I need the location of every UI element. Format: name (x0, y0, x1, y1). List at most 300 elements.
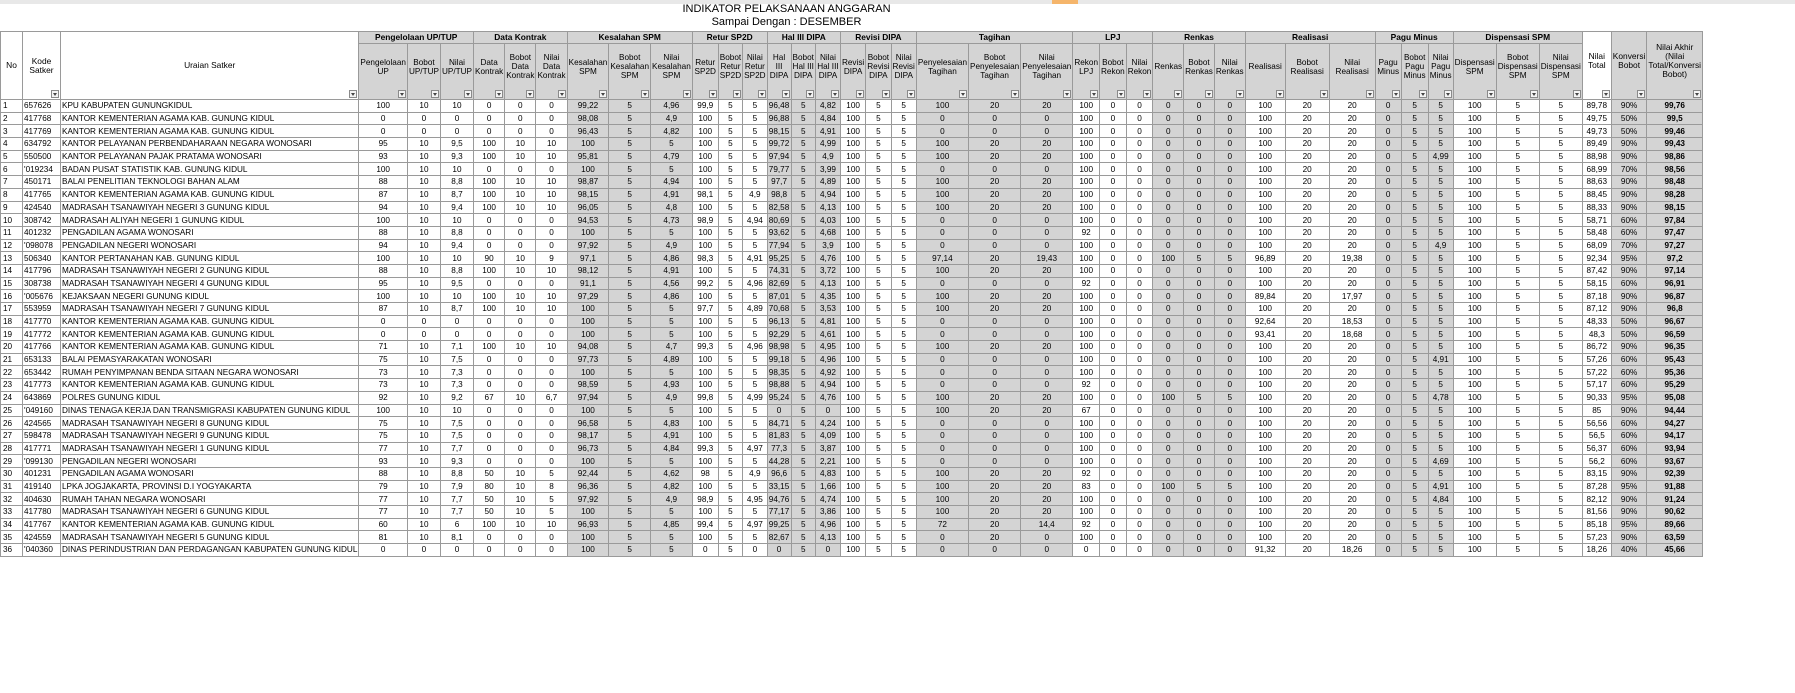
table-cell[interactable]: 0 (1375, 366, 1401, 379)
table-cell[interactable]: 98,08 (567, 112, 609, 125)
table-cell[interactable]: 0 (916, 328, 968, 341)
table-cell[interactable]: 0 (536, 455, 567, 468)
table-cell[interactable]: 0 (1153, 518, 1184, 531)
table-cell[interactable]: 70% (1611, 163, 1647, 176)
table-cell[interactable]: 100 (1073, 112, 1100, 125)
table-cell[interactable]: 5 (891, 544, 916, 557)
table-cell[interactable]: 0 (1126, 315, 1153, 328)
table-cell[interactable]: 20 (1329, 506, 1375, 519)
table-cell[interactable]: 100 (1453, 226, 1496, 239)
table-cell[interactable]: 0 (1375, 531, 1401, 544)
table-cell[interactable]: 0 (1214, 214, 1245, 227)
table-cell[interactable]: 5 (866, 188, 891, 201)
table-cell[interactable]: 0 (1126, 125, 1153, 138)
table-cell[interactable]: 100 (840, 506, 865, 519)
table-cell[interactable]: 20 (1329, 467, 1375, 480)
table-cell[interactable]: 4,94 (815, 379, 840, 392)
table-cell[interactable]: 417765 (23, 188, 61, 201)
column-header[interactable] (440, 44, 473, 100)
table-cell[interactable]: BADAN PUSAT STATISTIK KAB. GUNUNG KIDUL (61, 163, 359, 176)
table-cell[interactable]: 100 (567, 163, 609, 176)
table-cell[interactable]: 20 (1285, 100, 1329, 113)
table-cell[interactable]: 85 (1582, 404, 1611, 417)
table-cell[interactable]: 5 (609, 112, 651, 125)
table-cell[interactable]: 10 (536, 176, 567, 189)
filter-dropdown-icon[interactable] (349, 90, 357, 98)
table-cell[interactable]: 100 (692, 417, 718, 430)
table-cell[interactable]: 0 (815, 544, 840, 557)
table-cell[interactable]: 5 (1401, 201, 1428, 214)
table-cell[interactable]: 100 (840, 328, 865, 341)
table-cell[interactable]: 0 (1153, 467, 1184, 480)
table-cell[interactable]: 100 (916, 480, 968, 493)
table-cell[interactable]: 0 (505, 239, 536, 252)
table-cell[interactable]: 20 (969, 100, 1021, 113)
table-cell[interactable]: 0 (1100, 353, 1127, 366)
table-cell[interactable]: 10 (440, 404, 473, 417)
table-cell[interactable]: 5 (1496, 303, 1539, 316)
table-cell[interactable]: 653133 (23, 353, 61, 366)
table-cell[interactable]: 100 (692, 429, 718, 442)
table-cell[interactable]: 0 (1375, 493, 1401, 506)
filter-dropdown-icon[interactable] (758, 90, 766, 98)
table-cell[interactable]: 0 (1214, 290, 1245, 303)
table-cell[interactable]: 100 (1453, 252, 1496, 265)
table-cell[interactable]: 0 (1214, 467, 1245, 480)
table-cell[interactable]: 4,03 (815, 214, 840, 227)
table-cell[interactable]: 0 (1073, 544, 1100, 557)
filter-dropdown-icon[interactable] (683, 90, 691, 98)
table-cell[interactable]: 653442 (23, 366, 61, 379)
table-cell[interactable]: 5 (791, 138, 815, 151)
table-cell[interactable]: 5 (651, 531, 693, 544)
table-cell[interactable]: 0 (1184, 163, 1215, 176)
table-cell[interactable]: 0 (440, 328, 473, 341)
table-cell[interactable]: 5 (1539, 328, 1582, 341)
table-cell[interactable]: 100 (1453, 239, 1496, 252)
table-cell[interactable]: 95 (359, 277, 408, 290)
table-cell[interactable]: 5 (743, 150, 767, 163)
table-cell[interactable]: 5 (866, 391, 891, 404)
table-cell[interactable]: 5 (743, 100, 767, 113)
table-cell[interactable]: 77 (359, 493, 408, 506)
table-cell[interactable]: 0 (1126, 188, 1153, 201)
table-cell[interactable]: 5 (1539, 252, 1582, 265)
table-cell[interactable]: 0 (1153, 379, 1184, 392)
table-cell[interactable]: 0 (692, 544, 718, 557)
table-cell[interactable]: MADRASAH TSANAWIYAH NEGERI 8 GUNUNG KIDUL (61, 417, 359, 430)
table-cell[interactable]: 5 (609, 201, 651, 214)
table-cell[interactable]: 5 (1401, 277, 1428, 290)
table-cell[interactable]: 10 (536, 264, 567, 277)
table-cell[interactable]: 86,72 (1582, 341, 1611, 354)
table-cell[interactable]: 97,14 (916, 252, 968, 265)
table-cell[interactable]: 100 (916, 493, 968, 506)
table-cell[interactable]: 3,72 (815, 264, 840, 277)
table-cell[interactable]: 5 (866, 100, 891, 113)
table-cell[interactable]: KANTOR KEMENTERIAN AGAMA KAB. GUNUNG KIDUL (61, 315, 359, 328)
table-cell[interactable]: 10 (536, 150, 567, 163)
table-cell[interactable]: 100 (692, 315, 718, 328)
table-cell[interactable]: 0 (1375, 112, 1401, 125)
table-cell[interactable]: 0 (1375, 138, 1401, 151)
table-cell[interactable]: 5 (791, 150, 815, 163)
column-header[interactable] (1126, 44, 1153, 100)
table-cell[interactable]: 5 (791, 544, 815, 557)
table-cell[interactable]: 5 (891, 341, 916, 354)
table-cell[interactable]: 5 (1401, 239, 1428, 252)
table-cell[interactable]: 96,93 (567, 518, 609, 531)
table-cell[interactable]: 98,15 (567, 188, 609, 201)
table-cell[interactable]: 5 (718, 290, 742, 303)
table-cell[interactable]: 10 (407, 341, 440, 354)
table-cell[interactable]: 3,9 (815, 239, 840, 252)
table-cell[interactable]: 20 (1285, 226, 1329, 239)
header-nilai-total[interactable]: Nilai Total (1582, 32, 1611, 100)
column-header[interactable] (767, 44, 791, 100)
table-cell[interactable]: 0 (1375, 480, 1401, 493)
table-cell[interactable]: KANTOR KEMENTERIAN AGAMA KAB. GUNUNG KIDUL (61, 379, 359, 392)
table-cell[interactable]: 5 (718, 544, 742, 557)
table-cell[interactable]: 0 (1153, 201, 1184, 214)
table-cell[interactable]: 82,12 (1582, 493, 1611, 506)
table-cell[interactable]: 10 (407, 264, 440, 277)
table-cell[interactable]: 20 (1285, 290, 1329, 303)
table-cell[interactable]: 100 (1453, 176, 1496, 189)
header-uraian-satker[interactable]: Uraian Satker (61, 32, 359, 100)
table-cell[interactable]: 96,35 (1647, 341, 1703, 354)
table-cell[interactable]: 100 (1245, 442, 1285, 455)
table-cell[interactable]: 20 (969, 341, 1021, 354)
table-cell[interactable]: 60% (1611, 442, 1647, 455)
table-cell[interactable]: 0 (1100, 112, 1127, 125)
table-cell[interactable]: 5 (1496, 214, 1539, 227)
table-cell[interactable]: 5 (1184, 252, 1215, 265)
table-cell[interactable]: 4,9 (815, 150, 840, 163)
table-cell[interactable]: KANTOR PELAYANAN PAJAK PRATAMA WONOSARI (61, 150, 359, 163)
table-cell[interactable]: 10 (505, 290, 536, 303)
table-cell[interactable]: 97,94 (567, 391, 609, 404)
table-cell[interactable]: 0 (1375, 506, 1401, 519)
table-cell[interactable]: 5 (891, 379, 916, 392)
table-cell[interactable]: 20 (1329, 353, 1375, 366)
table-cell[interactable]: 5 (743, 366, 767, 379)
table-cell[interactable]: 98,9 (692, 214, 718, 227)
table-cell[interactable]: 5 (866, 429, 891, 442)
table-cell[interactable]: 5 (718, 100, 742, 113)
table-cell[interactable]: 20 (1285, 112, 1329, 125)
table-cell[interactable]: 58,71 (1582, 214, 1611, 227)
table-cell[interactable]: 0 (1184, 531, 1215, 544)
table-cell[interactable]: 94 (359, 239, 408, 252)
table-cell[interactable]: 100 (1245, 391, 1285, 404)
table-cell[interactable]: 1 (1, 100, 23, 113)
table-cell[interactable]: 0 (1184, 353, 1215, 366)
table-cell[interactable]: 60% (1611, 366, 1647, 379)
table-cell[interactable]: 20 (1285, 429, 1329, 442)
table-cell[interactable]: 20 (1329, 455, 1375, 468)
table-cell[interactable]: 5 (1539, 239, 1582, 252)
table-cell[interactable]: 93,62 (768, 228, 790, 238)
table-cell[interactable]: 5 (743, 226, 767, 239)
table-cell[interactable]: 0 (505, 125, 536, 138)
table-cell[interactable]: 8,8 (440, 467, 473, 480)
table-cell[interactable]: 100 (1245, 455, 1285, 468)
table-cell[interactable]: KANTOR PERTANAHAN KAB. GUNUNG KIDUL (61, 252, 359, 265)
table-cell[interactable]: 100 (840, 226, 865, 239)
table-cell[interactable]: 5 (718, 252, 742, 265)
table-cell[interactable]: 20 (1329, 493, 1375, 506)
table-cell[interactable]: 5 (718, 467, 742, 480)
table-cell[interactable]: 2 (1, 112, 23, 125)
table-cell[interactable]: 5 (1496, 188, 1539, 201)
table-cell[interactable]: 100 (840, 100, 865, 113)
column-header[interactable] (692, 44, 718, 100)
table-cell[interactable]: 4,79 (651, 150, 693, 163)
table-cell[interactable]: 0 (1184, 150, 1215, 163)
filter-dropdown-icon[interactable] (51, 90, 59, 98)
table-cell[interactable]: 0 (1100, 429, 1127, 442)
table-cell[interactable]: 95% (1611, 518, 1647, 531)
table-cell[interactable]: 100 (1453, 442, 1496, 455)
table-cell[interactable]: 68,09 (1582, 239, 1611, 252)
table-cell[interactable]: 5 (609, 544, 651, 557)
table-cell[interactable]: 5 (651, 506, 693, 519)
table-cell[interactable]: 20 (969, 176, 1021, 189)
table-cell[interactable]: 0 (1021, 163, 1073, 176)
table-cell[interactable]: 10 (505, 518, 536, 531)
table-cell[interactable]: 5 (609, 303, 651, 316)
table-cell[interactable]: 94,44 (1647, 404, 1703, 417)
table-cell[interactable]: 5 (1401, 544, 1428, 557)
table-cell[interactable]: 4,9 (651, 493, 693, 506)
table-cell[interactable]: 5 (1496, 353, 1539, 366)
table-cell[interactable]: 0 (1126, 518, 1153, 531)
table-cell[interactable]: 5 (866, 239, 891, 252)
table-cell[interactable]: 0 (359, 112, 408, 125)
table-cell[interactable]: 0 (536, 417, 567, 430)
table-cell[interactable]: 5 (743, 290, 767, 303)
table-cell[interactable]: 0 (505, 100, 536, 113)
column-header[interactable] (815, 44, 840, 100)
table-cell[interactable]: 0 (1153, 226, 1184, 239)
table-cell[interactable]: 7,7 (440, 493, 473, 506)
table-cell[interactable]: 5 (866, 467, 891, 480)
table-cell[interactable]: 5 (609, 315, 651, 328)
table-cell[interactable]: 5 (791, 277, 815, 290)
table-cell[interactable]: 20 (1285, 150, 1329, 163)
table-cell[interactable]: 100 (1073, 290, 1100, 303)
table-cell[interactable]: 5 (1401, 264, 1428, 277)
table-cell[interactable]: 0 (536, 112, 567, 125)
table-cell[interactable]: 5 (866, 544, 891, 557)
table-cell[interactable]: 73 (359, 366, 408, 379)
table-cell[interactable]: 91,24 (1647, 493, 1703, 506)
table-cell[interactable]: 5 (866, 506, 891, 519)
table-cell[interactable]: 20 (1329, 150, 1375, 163)
table-cell[interactable]: 100 (359, 252, 408, 265)
table-cell[interactable]: 0 (1184, 290, 1215, 303)
table-cell[interactable]: 100 (1453, 150, 1496, 163)
table-cell[interactable]: 5 (891, 493, 916, 506)
table-cell[interactable]: 26 (1, 417, 23, 430)
table-cell[interactable]: 5 (718, 138, 742, 151)
table-cell[interactable]: 0 (1214, 163, 1245, 176)
table-cell[interactable]: 100 (916, 303, 968, 316)
table-cell[interactable]: RUMAH TAHAN NEGARA WONOSARI (61, 493, 359, 506)
table-cell[interactable]: 20 (1021, 480, 1073, 493)
table-cell[interactable]: 5 (651, 303, 693, 316)
table-cell[interactable]: 0 (1153, 404, 1184, 417)
table-cell[interactable]: 70,68 (768, 304, 790, 314)
table-cell[interactable]: 97,2 (1647, 252, 1703, 265)
table-cell[interactable]: 5 (1496, 315, 1539, 328)
table-cell[interactable]: 5 (1428, 252, 1453, 265)
table-cell[interactable]: 0 (1100, 264, 1127, 277)
table-cell[interactable]: 5 (1539, 366, 1582, 379)
table-cell[interactable]: 5 (866, 353, 891, 366)
filter-dropdown-icon[interactable] (1444, 90, 1452, 98)
filter-dropdown-icon[interactable] (641, 90, 649, 98)
table-cell[interactable]: 3 (1, 125, 23, 138)
table-cell[interactable]: 5 (718, 150, 742, 163)
table-cell[interactable]: 0 (536, 366, 567, 379)
table-cell[interactable]: 5 (791, 429, 815, 442)
table-cell[interactable]: 95,29 (1647, 379, 1703, 392)
table-cell[interactable]: 50% (1611, 125, 1647, 138)
table-cell[interactable]: 100 (916, 467, 968, 480)
table-cell[interactable]: 95% (1611, 252, 1647, 265)
table-cell[interactable]: 87 (359, 188, 408, 201)
table-cell[interactable]: 10 (505, 341, 536, 354)
table-cell[interactable]: 20 (1329, 480, 1375, 493)
table-cell[interactable]: 100 (1245, 201, 1285, 214)
table-cell[interactable]: 100 (1073, 163, 1100, 176)
table-cell[interactable]: 0 (505, 379, 536, 392)
table-cell[interactable]: 5 (1428, 176, 1453, 189)
table-cell[interactable]: 88 (359, 226, 408, 239)
table-cell[interactable]: 0 (1375, 391, 1401, 404)
table-cell[interactable]: 0 (1214, 239, 1245, 252)
table-cell[interactable]: 20 (1329, 531, 1375, 544)
table-cell[interactable]: 4,61 (815, 328, 840, 341)
table-cell[interactable]: 4,82 (651, 125, 693, 138)
table-cell[interactable]: 5 (1496, 391, 1539, 404)
table-cell[interactable]: 68,99 (1582, 163, 1611, 176)
table-cell[interactable]: 5 (891, 442, 916, 455)
table-cell[interactable]: 88,45 (1582, 188, 1611, 201)
table-cell[interactable]: 20 (1021, 176, 1073, 189)
table-cell[interactable]: 5 (1401, 531, 1428, 544)
table-cell[interactable]: 98,1 (692, 188, 718, 201)
table-cell[interactable]: 5 (891, 366, 916, 379)
table-cell[interactable]: 29 (1, 455, 23, 468)
table-cell[interactable]: 98,3 (692, 252, 718, 265)
table-cell[interactable]: 96,91 (1647, 277, 1703, 290)
table-cell[interactable]: 98,9 (692, 493, 718, 506)
table-cell[interactable]: 0 (1100, 188, 1127, 201)
table-cell[interactable]: 7,7 (440, 442, 473, 455)
table-cell[interactable]: 90% (1611, 150, 1647, 163)
table-cell[interactable]: 96,87 (1647, 290, 1703, 303)
table-cell[interactable]: 4,95 (743, 493, 767, 506)
table-cell[interactable]: 21 (1, 353, 23, 366)
table-cell[interactable]: 5 (791, 100, 815, 113)
table-cell[interactable]: 20 (1329, 214, 1375, 227)
filter-dropdown-icon[interactable] (1530, 90, 1538, 98)
header-kode-satker[interactable]: Kode Satker (23, 32, 61, 100)
table-cell[interactable]: 634792 (23, 138, 61, 151)
table-cell[interactable]: 67 (474, 391, 505, 404)
table-cell[interactable]: 95,36 (1647, 366, 1703, 379)
table-cell[interactable]: 100 (567, 366, 609, 379)
table-cell[interactable]: 99,46 (1647, 125, 1703, 138)
table-cell[interactable]: 98,88 (768, 380, 790, 390)
table-cell[interactable]: 5 (866, 341, 891, 354)
table-cell[interactable]: 0 (969, 455, 1021, 468)
table-cell[interactable]: 0 (1214, 518, 1245, 531)
table-cell[interactable]: 5 (718, 125, 742, 138)
table-cell[interactable]: 0 (969, 366, 1021, 379)
filter-dropdown-icon[interactable] (1320, 90, 1328, 98)
table-cell[interactable]: 5 (791, 391, 815, 404)
table-cell[interactable]: 20 (1285, 417, 1329, 430)
table-cell[interactable]: 5 (1214, 252, 1245, 265)
table-cell[interactable]: 98,56 (1647, 163, 1703, 176)
table-cell[interactable]: 20 (1021, 341, 1073, 354)
table-cell[interactable]: DINAS PERINDUSTRIAN DAN PERDAGANGAN KABUPATEN GUNUNG KIDUL (62, 545, 358, 555)
table-cell[interactable]: 0 (440, 112, 473, 125)
filter-dropdown-icon[interactable] (1117, 90, 1125, 98)
table-cell[interactable]: 14 (1, 264, 23, 277)
column-header[interactable] (1496, 44, 1539, 100)
table-cell[interactable]: 5 (891, 404, 916, 417)
table-cell[interactable]: 100 (840, 315, 865, 328)
table-cell[interactable]: 100 (1245, 429, 1285, 442)
table-cell[interactable]: 90% (1611, 100, 1647, 113)
table-cell[interactable]: 4,84 (651, 442, 693, 455)
table-cell[interactable]: 5 (866, 455, 891, 468)
table-cell[interactable]: 5 (1539, 125, 1582, 138)
table-cell[interactable]: 20 (1329, 341, 1375, 354)
table-cell[interactable]: 5 (866, 176, 891, 189)
table-cell[interactable]: 20 (1021, 467, 1073, 480)
table-cell[interactable]: 0 (1126, 303, 1153, 316)
table-cell[interactable]: 100 (474, 176, 505, 189)
table-cell[interactable]: 7,5 (440, 353, 473, 366)
table-cell[interactable]: 5 (791, 417, 815, 430)
table-cell[interactable]: 100 (840, 303, 865, 316)
table-cell[interactable]: 0 (1153, 125, 1184, 138)
table-cell[interactable]: 100 (840, 544, 865, 557)
table-cell[interactable]: 5 (1539, 493, 1582, 506)
table-cell[interactable]: 27 (1, 429, 23, 442)
table-cell[interactable]: 4,9 (743, 467, 767, 480)
table-cell[interactable]: 7,9 (440, 480, 473, 493)
table-cell[interactable]: 5 (609, 328, 651, 341)
table-cell[interactable]: 0 (505, 315, 536, 328)
table-cell[interactable]: 0 (1375, 201, 1401, 214)
table-cell[interactable]: 0 (916, 239, 968, 252)
table-cell[interactable]: 0 (474, 112, 505, 125)
table-cell[interactable]: 100 (359, 163, 408, 176)
table-cell[interactable]: 0 (743, 544, 767, 557)
table-cell[interactable]: 10 (407, 226, 440, 239)
table-cell[interactable]: '005676 (23, 290, 61, 303)
table-cell[interactable]: 5 (609, 138, 651, 151)
table-cell[interactable]: 50% (1611, 315, 1647, 328)
table-cell[interactable]: 0 (1021, 429, 1073, 442)
